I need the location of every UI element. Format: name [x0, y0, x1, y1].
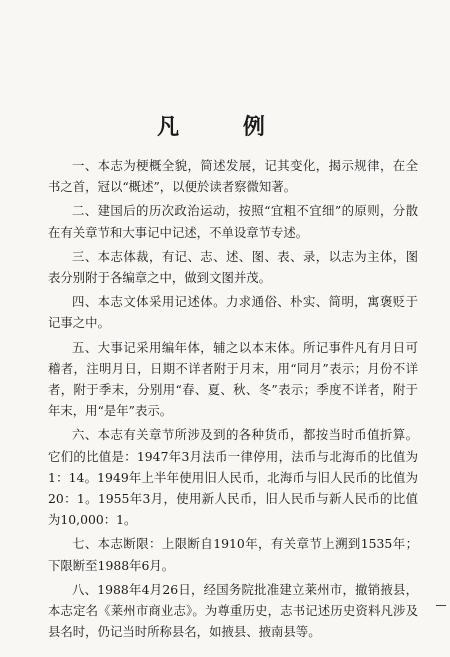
- page-title: 凡 例: [157, 114, 293, 140]
- note-item-2: 二、建国后的历次政治运动，按照“宜粗不宜细”的原则，分散在有关章节和大事记中记述，不单设章节专述。: [48, 203, 418, 240]
- note-item-1: 一、本志为梗概全貌，简述发展，记其变化，揭示规律，在全书之首，冠以“概述”，以便於读者察微知著。: [48, 158, 418, 195]
- note-item-4: 四、本志文体采用记述体。力求通俗、朴实、简明，寓褒贬于记事之中。: [48, 294, 418, 331]
- note-item-6: 六、本志有关章节所涉及到的各种货币，都按当时币值折算。它们的比值是：1947年3月法币一律停用，法币与北海币的比值为1：14。1949年上半年使用旧人民币，北海币与旧人民币的比值为20：1。1955年3月，使用新人民币，旧人民币与新人民币的比值为10,000：1。: [48, 427, 418, 528]
- note-item-7: 七、本志断限：上限断自1910年，有关章节上溯到1535年；下限断至1988年6月。: [48, 536, 418, 573]
- notes-list: [48, 155, 418, 645]
- note-item-8: 八、1988年4月26日，经国务院批准建立莱州市，撤销掖县，本志定名《莱州市商业志》。为尊重历史，志书记述历史资料凡涉及县名时，仍记当时所称县名，如掖县、掖南县等。: [48, 581, 418, 640]
- note-item-5: 五、大事记采用编年体，辅之以本末体。所记事件凡有月日可稽者，注明月日，日期不详者附于月末，用“同月”表示；月份不详者，附于季末，分别用“春、夏、秋、冬”表示；季度不详者，附于年末，用“是年”表示。: [48, 339, 418, 419]
- scan-edge-mark: [436, 605, 446, 606]
- note-item-3: 三、本志体裁，有记、志、述、图、表、录，以志为主体，图表分别附于各编章之中，做到文图并茂。: [48, 248, 418, 286]
